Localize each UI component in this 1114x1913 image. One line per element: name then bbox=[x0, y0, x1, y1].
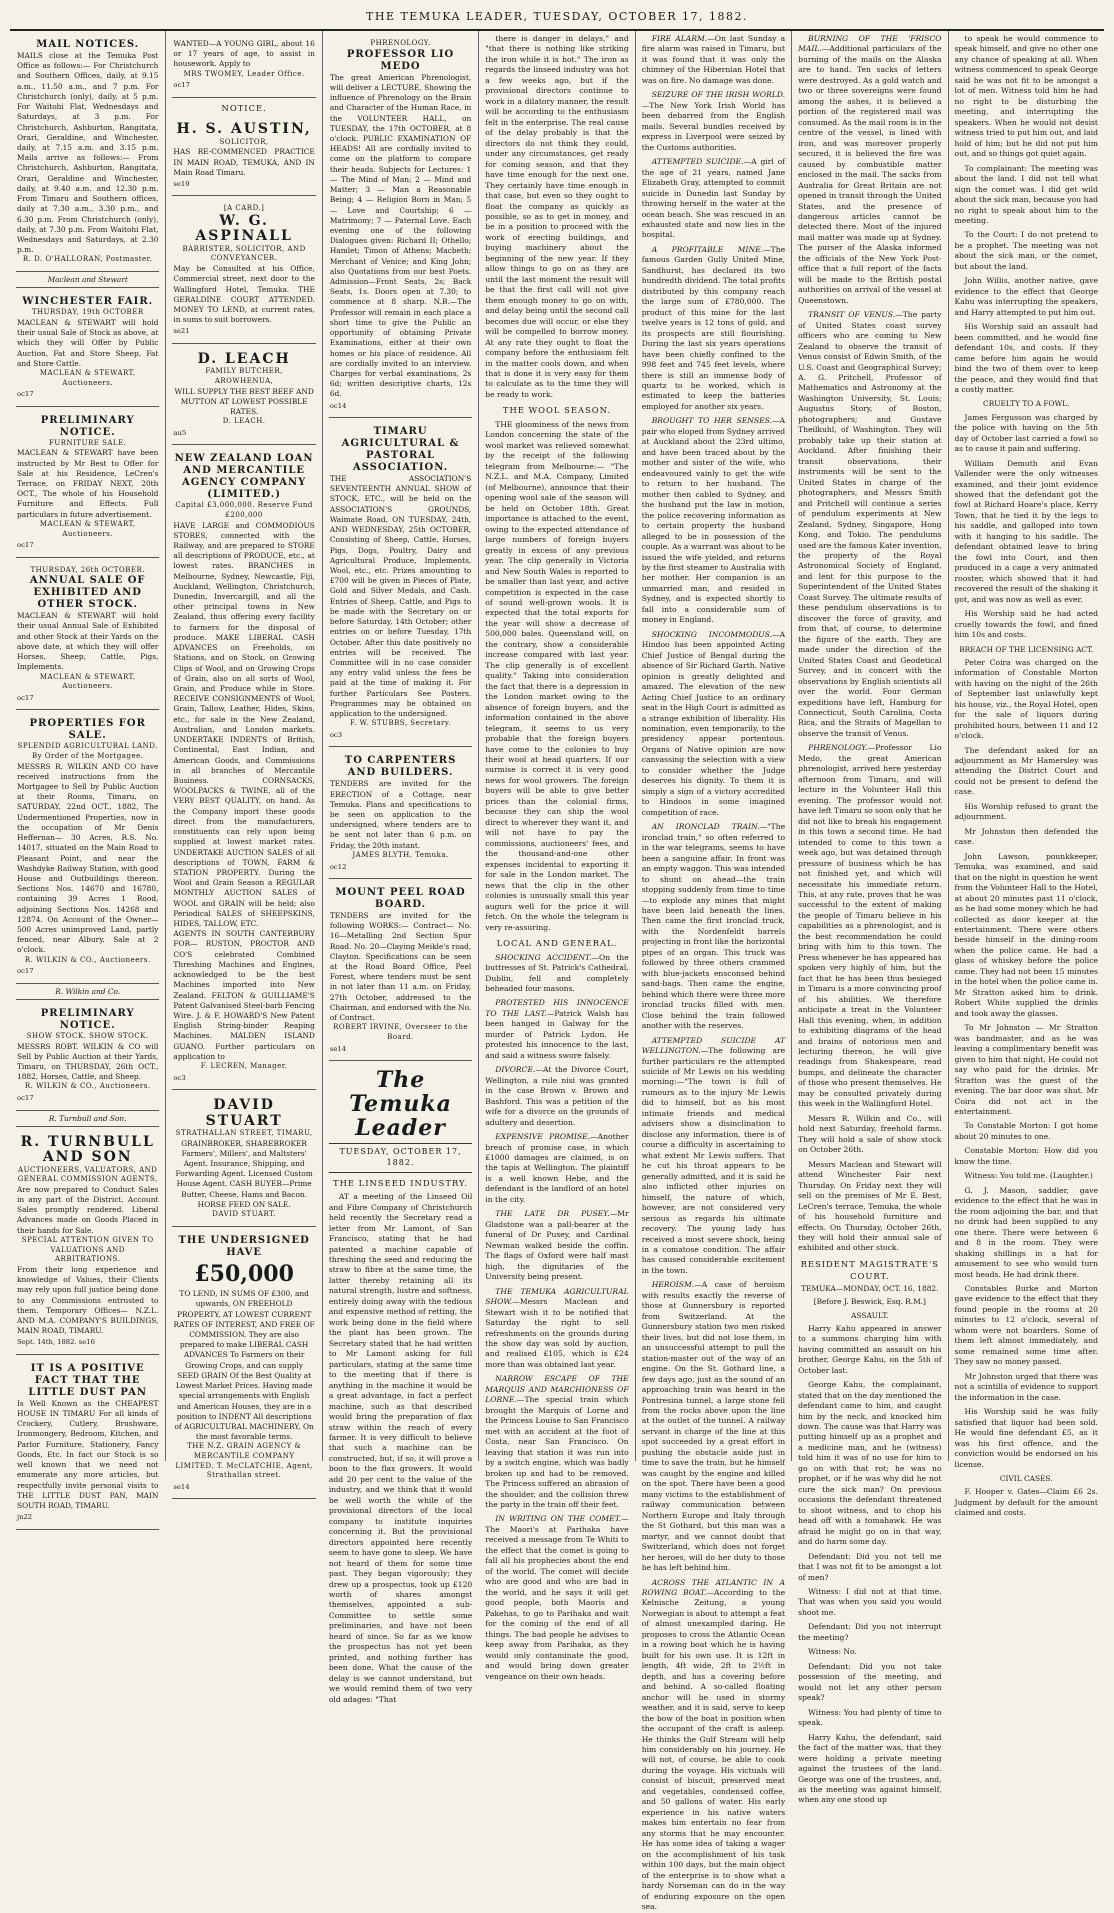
ad-tag: oc17 bbox=[173, 81, 190, 90]
news-item-text: —Professor Lio Medo, the great American phrenologist, arrived here yesterday afternoon from Timaru, and will lecture in the Volunteer Hall this evening. The professor would not have left Timaru so soon only that he did not like to break his engagement in this town a second time. He had intended to come to this town a week ago, but was detained through pressure of business which he has not finished yet, and which will necessitate his immediate return. This, at any rate, proves that he was successful to the extent of making the people of Timaru believe in his capabilities as a phrenologist, and is the best recommendation he could bring with him to this town. The Press whenever he has appeared has spoken very highly of him, but the fact that he has been thus besieged in Timaru is a more convincing proof of his abilities. We therefore anticipate a treat in the Volunteer Hall this evening, when, in addition to exhibiting diagrams of the head and brains of notorious men and lecturing thereon, he will give readings from Shakespeare, read bumps, and delineate the character of those who present themselves. He may be consulted privately during this week in the Wallingford Hotel. bbox=[798, 743, 942, 1109]
ad-heading: PRELIMINARY NOTICE. bbox=[40, 414, 135, 438]
ad-heading: PHRENOLOGY. bbox=[370, 39, 431, 47]
news-item bbox=[798, 1160, 941, 1254]
news-item-text: —The famous Garden Gully United Mine, Sandhurst, has declared its two hundredth dividend. The total profits distributed by this company reach the large sum of £780,000. The product of this mine for the last twelve years is 12 tons of gold, and its prospects are still flourishing. During the last six years operations have been chiefly confined to the 998 feet and 745 feet levels, where there is still an immense body of quartz to be worked, which is estimated to keep the batteries employed for another six years. bbox=[641, 244, 786, 411]
ad-signature: JAMES BLYTH, Temuka. bbox=[352, 850, 449, 859]
court-paragraph: Witness: No. bbox=[808, 1647, 857, 1657]
aspinall-barrister-ad bbox=[172, 199, 315, 343]
column-4 bbox=[479, 31, 635, 1681]
dust-pan-ad bbox=[16, 1358, 159, 1530]
case-heading: BREACH OF THE LICENSING ACT. bbox=[959, 644, 1094, 654]
ad-body: THE ASSOCIATION'S SEVENTEENTH ANNUAL SHOW of STOCK, ETC., will be held on the ASSOCIATION'S GROUNDS, Waimate Road, ON TUESDAY, 24th, AND WEDNESDAY, 25th OCTOBER, Consisting of Sheep, Cattle, Horses, Pigs, Dogs, Poultry, Dairy and Agricultural Produce, Implements, Wool, etc., etc. Prizes amounting to £700 will be given in Pieces of Plate, Gold and Silver Medals, and Cash. Entries of Sheep, Cattle, and Pigs to be made with the Secretary on or before Saturday, 14th October; other entries on or before Tuesday, 17th October. After this date positively no entries will be received. The Committee will in no case consider any entry valid unless the fees be paid at the time of making it. For further Particulars See Posters. Programmes may be obtained on application to the undersigned. bbox=[329, 474, 472, 719]
mail-notices-ad bbox=[16, 34, 159, 272]
ad-heading: ANNUAL SALE OF EXHIBITED AND OTHER STOCK. bbox=[29, 575, 146, 611]
news-item bbox=[485, 953, 628, 995]
ad-tag: oc17 bbox=[17, 390, 34, 399]
ad-tag: oc17 bbox=[17, 1094, 34, 1103]
turnbull-ad bbox=[16, 1130, 159, 1355]
court-paragraph: James Fergusson was charged by the police with having on the 5th day of October last carried a fowl so as to cause it pain and suffering. bbox=[954, 412, 1098, 454]
ad-signature: F. LECREN, Manager. bbox=[200, 1062, 288, 1071]
news-item-text: —According to the Kelnische Zeitung, a young Norwegian is about to attempt a feat of almost unexampled daring. He proposes to cross the Atlantic Ocean in a rowing boat which he is having built for his own use. It is 12ft in length, 4ft wide, 2ft to 2½ft in depth, and has a covering before and behind. A so-called floating anchor will be used in stormy weather, and it is said, serve to keep the bow of the boat in position when the occupant of the craft is asleep. He thinks the Gulf Stream will help him considerably on his journey. He will not, of course, be able to cook during the voyage. His victuals will consist of biscuit, preserved meat and vegetables, condensed coffee, and 50 gallons of water. His early experience in his native waters makes him entertain no fear from any storms that he may encounter. He has some idea of taking a wager on the accomplishment of his task within 100 days, but the main object of the enterprise is to show what a hardy Norseman can do in the way of enduring exposure on the open sea. bbox=[641, 1587, 786, 1912]
ad-intro: THE UNDERSIGNED HAVE bbox=[178, 1234, 310, 1258]
ad-body: MACLEAN & STEWART have been instructed by Mr Best to Offer for Sale at his Residence, LeCren's Terrace, on FRIDAY NEXT, 20th OCT., The whole of his Household Furniture and Effects. Full particulars in future advertisement. bbox=[17, 448, 159, 519]
column-5 bbox=[636, 31, 792, 1912]
grain-agency-ad bbox=[172, 1230, 315, 1500]
news-item-text: —Mr Gladstone was a pall-bearer at the funeral of Dr Pusey, and Cardinal Newman walked beside the coffin. The flags of Oxford were half mast high, the dignitaries of the University being present. bbox=[485, 1209, 629, 1282]
news-item bbox=[485, 1209, 628, 1282]
ad-signature: MRS TWOMEY, Leader Office. bbox=[183, 69, 305, 78]
news-item bbox=[798, 743, 941, 1109]
ad-signature: R. WILKIN & CO., Auctioneers. bbox=[24, 955, 151, 964]
ad-date: THURSDAY, 26th OCTOBER. bbox=[30, 565, 145, 574]
news-item-lead: PHRENOLOGY. bbox=[808, 743, 868, 753]
mount-peel-ad bbox=[329, 882, 472, 1061]
ad-heading: PROPERTIES FOR SALE. bbox=[29, 718, 146, 742]
column-3 bbox=[323, 31, 479, 1704]
ad-body: TENDERS are invited for the ERECTION of a Cottage, near Temuka. Plans and specifications to be seen on application to the undersigned, where tenders are to be sent not later than 6 p.m. on Friday, the 20th instant. bbox=[329, 779, 472, 850]
court-paragraph: To Constable Morton: I got home about 20 minutes to one. bbox=[954, 1121, 1098, 1141]
court-report bbox=[955, 413, 1098, 641]
case-heading: CRUELTY TO A FOWL. bbox=[983, 399, 1070, 409]
ad-heading: W. G. ASPINALL bbox=[195, 213, 293, 245]
news-item bbox=[485, 1065, 628, 1128]
agricultural-association-ad bbox=[329, 421, 472, 747]
court-paragraph: Witness: You had plenty of time to speak. bbox=[798, 1707, 942, 1728]
news-item-lead: EXPENSIVE PROMISE. bbox=[495, 1132, 591, 1142]
ad-heading: DAVID STUART bbox=[205, 1097, 283, 1129]
news-item-lead: FIRE ALARM. bbox=[651, 34, 708, 43]
court-paragraph: The defendant asked for an adjournment as Mr Hamersley was attending the District Court and could not be present to defend the case. bbox=[954, 745, 1098, 797]
newspaper-nameplate: The Temuka Leader bbox=[349, 1066, 452, 1142]
ad-body: HAS RE-COMMENCED PRACTICE IN MAIN ROAD, TEMUKA, AND IN Main Road Timaru. bbox=[173, 147, 315, 177]
news-item bbox=[798, 310, 941, 739]
case-heading: CIVIL CASES. bbox=[999, 1473, 1053, 1483]
ad-caption: Maclean and Stewart bbox=[16, 275, 159, 288]
court-paragraph: William Demuth and Evan Vallender were the only witnesses examined, and their joint evidence showed that the defendant got the fowl at Richard Hoare's place, Kerry Town, that he tied it by the legs to his saddle, and galloped into town with it hanging to his saddle. The defendant obtained leave to bring the fowl into Court, and then produced in a cage a very animated rooster, which showed that it had recovered the result of the shaking it got, and was now as well as ever. bbox=[954, 458, 1098, 604]
show-stock-ad bbox=[16, 1003, 159, 1111]
court-paragraph: To the Court: I do not pretend to be a prophet. The meeting was not about the sick man, or the comet, but about the land. bbox=[954, 230, 1098, 271]
news-item bbox=[485, 998, 628, 1061]
notice-heading: NOTICE. bbox=[221, 102, 267, 113]
news-item-text: —On last Sunday a fire alarm was raised in Timaru, but it was found that it was only the chimney of the Hibernian Hotel that was on fire. No damage was done. bbox=[641, 34, 786, 85]
ad-subheading: SHOW STOCK. SHOW STOCK. bbox=[26, 1031, 149, 1040]
news-item-lead: THE LATE DR PUSEY. bbox=[495, 1209, 610, 1219]
court-paragraph: G. J. Mason, saddler, gave evidence to the effect that he was in the room adjoining the bar, and that no drink had been supplied to any one there. There were between 6 and 8 in the room. They were shaking shillings in a hat for amusement to see who would turn most heads. He had drink there. bbox=[954, 1185, 1098, 1279]
ad-date: THURSDAY, 19th OCTOBER bbox=[31, 308, 144, 317]
news-item-lead: SHOCKING INCOMMODUS. bbox=[651, 629, 773, 639]
ad-signature: MACLEAN & STEWART, Auctioneers. bbox=[39, 672, 136, 691]
court-paragraph: Constables Burke and Morton gave evidence to the effect that they found people in the rooms at 20 minutes to 12 o'clock, several of whom were not boarders. Some of them left almost immediately, and some remained some time after. They saw no money passed. bbox=[954, 1284, 1098, 1367]
ad-body: WANTED—A YOUNG GIRL, about 16 or 17 years of age, to assist in housework. Apply to bbox=[173, 39, 315, 69]
news-item bbox=[798, 34, 941, 306]
ad-tag: oc12 bbox=[329, 862, 347, 871]
news-item bbox=[642, 34, 785, 86]
ad-heading: D. LEACH bbox=[197, 350, 291, 367]
news-item-text: Messrs R. Wilkin and Co., will hold next Saturday, freehold farms. They will hold a sale of show stock on October 26th. bbox=[798, 1113, 942, 1155]
news-item-text: —A girl of the age of 21 years, named Jane Elizabeth Gray, attempted to commit suicide in Dunedin last Sunday by throwing herself in the water at the ocean beach. She was rescued in an exhausted state and now lies in the hospital. bbox=[641, 157, 786, 240]
ad-tag: se19 bbox=[173, 179, 190, 188]
news-item-lead: TRANSIT OF VENUS. bbox=[808, 310, 896, 320]
ad-tag: oc17 bbox=[17, 967, 34, 976]
ad-signature: F. W. STUBBS, Secretary. bbox=[349, 719, 452, 728]
ad-body: MACLEAN & STEWART will hold their usual Sale of Stock as above, at which they will Offer by Public Auction, Fat and Store Sheep, Fat and Store Cattle. bbox=[17, 317, 159, 368]
news-item bbox=[485, 1514, 628, 1682]
carpenters-tender-ad bbox=[329, 750, 472, 879]
news-item bbox=[485, 1132, 628, 1205]
article-heading: THE WOOL SEASON. bbox=[502, 405, 612, 416]
news-item-text: —At the Divorce Court, Wellington, a rule nisi was granted in the case Brown v. Brown and Bashford. This was a petition of the wife for a divorce on the grounds of adultery and desertion. bbox=[485, 1065, 629, 1127]
ad-subheading: BARRISTER, SOLICITOR, AND CONVEYANCER. bbox=[182, 244, 306, 263]
column-2 bbox=[166, 31, 322, 1492]
court-paragraph: To Mr Johnston — Mr Stratton was bandmaster, and as he was leaving a complimentary benefit was given to him that night. He could not say who paid for the drinks. Mr Stratton was the guest of the evening. The bar door was shut. Mr Coira did not act in the entertainment. bbox=[954, 1023, 1098, 1116]
news-item-lead: ATTEMPTED SUICIDE AT WELLINGTON. bbox=[641, 1035, 786, 1056]
ad-body: MACLEAN & STEWART will hold their usual Annual Sale of Exhibited and other Stock at their Yards on the above date, at which they will offer Horses, Sheep, Cattle, Pigs, Implements. bbox=[17, 611, 159, 672]
ad-signature: ROBERT IRVINE, Overseer to the Board. bbox=[333, 1023, 469, 1041]
phrenology-ad bbox=[329, 34, 472, 418]
ad-heading: MAIL NOTICES. bbox=[36, 39, 140, 50]
news-item-lead: HEROISM. bbox=[651, 1280, 695, 1290]
leach-butcher-ad bbox=[172, 347, 315, 445]
ad-tag: oc14 bbox=[329, 401, 347, 410]
court-paragraph: His Worship refused to grant the adjournment. bbox=[954, 801, 1098, 822]
news-item-text: —On the buttresses of St. Patrick's Cathedral, Dublin, fell and completely beheaded four masons. bbox=[485, 952, 629, 993]
court-paragraph: His Worship said he had acted cruelly towards the fowl, and fined him 10s and costs. bbox=[954, 609, 1098, 640]
court-paragraph: Witness: I did not at that time. That was when you said you would shoot me. bbox=[798, 1587, 942, 1617]
court-paragraph: Witness: You told me. (Laughter.) bbox=[964, 1171, 1093, 1181]
news-item-lead: PROTESTED HIS INNOCENCE TO THE LAST. bbox=[485, 998, 629, 1018]
ad-caption: R. Turnbull and Son. bbox=[16, 1114, 159, 1127]
ad-body: The great American Phrenologist, will deliver a LECTURE, Showing the influence of Phrenology on the Brain and Character of the Human Race, in the VOLUNTEER HALL, on TUESDAY, the 17th OCTOBER, at 8 o'clock. PUBLIC EXAMINATION OF HEADS! All are cordially invited to come on the platform to compare their heads. Subjects for Lectures: 1 — The Mind of Man; 2 — Mind and Matter; 3 — Man a Reasonable Being; 4 — Religion Born in Man; 5 — Love and Courtship; 6 — Matrimony; 7 — Paternal Love. Each evening one of the following Dialogues given: Richard II; Othello; Hamlet; Timon of Athens; Macbeth; Merchant of Venice; and King John; also Quotations from our best Poets. Admission—Front Seats, 2s; Back Seats, 1s. Doors open at 7.30; to commence at 8 sharp. N.B.—The Professor will remain in each place a short time to give the Public an opportunity of obtaining Private Examinations, either at their own homes or his place of residence. All are cordially invited to an interview. Charges for verbal examinations, 2s 6d; written descriptive charts, 12s 6d. bbox=[329, 72, 472, 399]
properties-sale-ad bbox=[16, 713, 159, 984]
news-item-text: —The party of United States coast survey officers who are coming to New Zealand to observe the transit of Venus consist of Edwin Smith, of the U.S. Coast and Geographical Survey; A. G. Pritchell, Professor of Mathematics and Astronomy at the Washington University, St. Louis; Augustus Story, of Boston, photographers; and Gustave Theilkuhl, of Washington. They will probably take up their station at Auckland. After finishing their transit observations, their instruments will be sent to the United States in charge of the photographers, and Messrs Smith and Pritchell will continue a series of pendulum experiments at New Zealand, Sydney, Singapore, Hong Kong, and Tokio. The pendulums used are the famous Kater invention, the property of the Royal Astronomical Society of England, and lent for this purpose to the Superintendent of the United States Coast Survey. The ultimate results of these pendulum observations is to discover the force of gravity, and from that, of course, to determine the figure of the earth. They are made under the direction of the United States Coast and Geodetical Survey, and in concert with the observations by English scientists all over the world. Four German expeditions have left, Hamburg for Connecticut, South Carolina, Costa Rica, and the Straits of Magellan to observe the transit of Venus. bbox=[798, 310, 942, 738]
court-paragraph: Defendant: Did you not take possession of the meeting, and would not let any other person speak? bbox=[798, 1661, 942, 1703]
ad-body: MAILS close at the Temuka Post Office as follows:— For Christchurch and Southern Offices, daily, at 9.15 a.m., 11.50 a.m., and 7 p.m. For Christchurch (only), daily, at 5 p.m. For Waitohi Flat, Wednesdays and Saturdays, at 3 p.m. For Christchurch, Ashburton, Rangitata, Orari, Geraldine, and Winchester, daily, at 7.15 a.m. and 3.15 p.m. Mails arrive as follows:— From Christchurch, Ashburton, Rangitata, Orari, Geraldine and Winchester, daily, at 9.40 a.m. and 12.30 p.m. From Timaru and Southern offices, daily at 7.30 a.m., 3.30 p.m., and 6.30 p.m. From Christchurch (only), daily, at 7.30 p.m. From Waitohi Flat, Wednesdays and Saturdays, at 2.30 p.m. bbox=[17, 51, 159, 255]
news-item bbox=[798, 1114, 941, 1156]
court-heading: RESIDENT MAGISTRATE'S COURT. bbox=[800, 1258, 940, 1281]
ad-heading: TIMARU AGRICULTURAL & PASTORAL ASSOCIATION. bbox=[341, 426, 460, 474]
court-paragraph: Mr Johnston urged that there was not a scintilla of evidence to support the information in the case. bbox=[954, 1371, 1098, 1402]
case-heading: ASSAULT. bbox=[851, 1310, 889, 1320]
ad-heading: TO CARPENTERS AND BUILDERS. bbox=[344, 755, 457, 779]
ad-signature: MACLEAN & STEWART, Auctioneers. bbox=[39, 369, 136, 387]
news-item bbox=[642, 822, 785, 1031]
court-paragraph: Harry Kahu appeared in answer to a summons charging him with having committed an assault on his brother, George Kahu, on the 5th of October last. bbox=[798, 1323, 942, 1375]
local-general-heading: LOCAL AND GENERAL. bbox=[496, 937, 618, 948]
local-news-list bbox=[485, 953, 628, 1682]
news-item-text: —A Hindoo has been appointed Acting Chief Justice of Bengal during the absence of Sir Richard Garth. Native opinion is greatly delighted and amazed. The elevation of the new Acting Chief Justice to an ordinary seat in the High Court is admitted as a strange exhibition of liberality. His nomination, even temporarily, to the presidency appear portentous. Organs of Native opinion are now canvassing the selection with a view to consider whether the Judge deserves his dignity. To them it is simply a sign of a victory accredited to Hindoos in some imagined competition of race. bbox=[641, 629, 786, 817]
ad-signature: R. D. O'HALLORAN, Postmaster. bbox=[22, 255, 153, 264]
column-6 bbox=[792, 31, 948, 1805]
local-news-list bbox=[642, 34, 785, 1913]
court-before: [Before J. Beswick, Esq. R.M.] bbox=[813, 1297, 926, 1307]
court-paragraph: John Lawson, pounkkeeper, Temuka, was examined, and said that on the night in question he went from the Volunteer Hall to the Hotel, at about 20 minutes past 11 o'clock, as he had some money which he had collected as door keeper at the entertainment. There were others beside himself in the dining-room when the police came. He had a glass of whiskey before the police came. They had not been 15 minutes in the hotel when the police came in. Mr Stratton asked him to drink. Robert White supplied the drinks and took away the glasses. bbox=[954, 851, 1098, 1018]
news-item bbox=[642, 630, 785, 818]
court-paragraph: To complainant: The meeting was about the land. I did not tell what sign the comet was. I did get wild about the sick man, because you had no right to speak about him to the meeting. bbox=[954, 163, 1098, 225]
article-heading: THE LINSEED INDUSTRY. bbox=[333, 1177, 469, 1188]
court-paragraph: His Worship said an assault had been committed, and he would fine defendant 10s, and costs. If they came before him again he would bind the two of them over to keep the peace, and they would find that a costly matter. bbox=[954, 322, 1098, 394]
ad-tag: oc3 bbox=[173, 1073, 186, 1082]
ad-place: AROWHENUA, bbox=[214, 376, 274, 385]
court-report bbox=[955, 1487, 1098, 1518]
news-item-text: —The following are further particulars re the attempted suicide of Mr Lewis on his wedding morning:—"The town is full of rumours as to the injury Mr Lewis did to himself, but as his most intimate friends and medical advisers show a disinclination to disclose any information, there is of course a difficulty in ascertaining to what extent Mr Lewis suffers. That he cut his throat appears to be generally admitted, and it is said he also inflicted other injuries on himself, the nature of which, however, are not considered very serious as regards his ultimate recovery. The young lady has received a most severe shock, being in a comatose condition. The affair has caused considerable excitement in the town. bbox=[641, 1046, 786, 1275]
news-item-lead: SEIZURE OF THE IRISH WORLD. bbox=[651, 90, 786, 100]
news-item-text: —Another breach of promise case, in which £1000 damages are claimed, is on the tapis at Wellington. The plaintiff is a well known Hebe, and the defendant is the landlord of an hotel in the city. bbox=[485, 1132, 629, 1204]
ad-tag: se14 bbox=[329, 1044, 347, 1053]
news-item-lead: NARROW ESCAPE OF THE MARQUIS AND MARCHIONESS OF LORNE. bbox=[485, 1374, 629, 1405]
masthead: THE TEMUKA LEADER, TUESDAY, OCTOBER 17, 1882. bbox=[10, 8, 1104, 31]
ad-signature: DAVID STUART. bbox=[212, 1210, 276, 1219]
ad-subheading: FURNITURE SALE. bbox=[48, 438, 127, 447]
news-item bbox=[485, 1287, 628, 1371]
ad-card-label: [A CARD.] bbox=[223, 204, 265, 213]
ad-body: May be Consulted at his Office, Commercial street, next door to the Wallingford Hotel, Temuka. THE GERALDINE COURT ATTENDED. MONEY TO LEND, at current rates, in sums to suit borrowers. bbox=[173, 264, 315, 325]
article-paragraph: THE gloominess of the news from London concerning the state of the wool market was relieved somewhat by the receipt of the following telegram from Melbourne:— "The N.Z.L. and M.A. Company, Limited (of Melbourne), announce that their opening wool sale of the season will be held on October 18th. Great importance is attached to the event, owing to the expected attendance of large numbers of foreign buyers greatly in excess of any previous year. The clip generally in Victoria and New South Wales is reported to be smaller than last year, and active competition is expected in the case of sound well-grown wools. It is expected that the total exports for the year will show a decrease of 500,000 bales. Queensland will, on the contrary, show a considerable increase compared with last year. The clip generally is of excellent quality." Taking into consideration the fact that there is a depression in the London market owing to the absence of foreign buyers, and the information contained in the above telegram, it seems to us very probable that the foreign buyers have come to the colonies to buy their wool at head quarters. If our surmise is correct it is very good news for wool growers. The foreign buyers will be able to give better prices than the colonial firms, because they can ship the wool direct to wherever they want it, and will not have to pay the commissions, auctioneers' fees, and the thousand-and-one other expenses incidental to exporting it for sale in the London market. The news that the clip in the other colonies is unusually small this year augurs well for the price it will fetch. On the whole the telegram is very re-assuring. bbox=[485, 420, 629, 932]
ad-subheading: SPLENDID AGRICULTURAL LAND. bbox=[17, 742, 158, 751]
news-item-lead: THE TEMUKA AGRICULTURAL SHOW. bbox=[485, 1286, 629, 1307]
news-item-text: —Messrs Maclean and Stewart wish it to be notified that Saturday the right to sell refreshments on the grounds during the show day was sold by auction, and realised £105, which is £24 more than was obtained last year. bbox=[485, 1297, 629, 1369]
nz-loan-agency-ad bbox=[172, 448, 315, 1090]
news-item-text: —A case of heroism with results exactly the reverse of those at Gunnersbury is reported from Switzerland. At the Gunnersbury station two men risked their lives, but did not lose them, in an unsuccessful attempt to pull the station-master out of the way of an engine. On the St. Gothard line, a few days ago, just as the sound of an approaching train was heard in the Pontresina tunnel, a large stone fell from the rocks above upon the line at the outlet of the tunnel. A railway servant in charge of the line at this spot succeeded by a great effort in pushing the obstacle aside just in time to save the train, but he himself was caught by the engine and killed on the spot. There have been a good many victims to the establishment of railway communication between Northern Europe and Italy through the St Gothard, but this man was a martyr, and we cannot doubt that Switzerland, which does not forget her heroes, will do her duty to those he has left behind him. bbox=[641, 1280, 786, 1573]
furniture-sale-ad bbox=[16, 410, 159, 558]
news-item-lead: ACROSS THE ATLANTIC IN A ROWING BOAT. bbox=[641, 1577, 786, 1597]
ad-body: TENDERS are invited for the following WORKS:— Contract— No. 16—Metalling 2nd Section Spur Road. No. 20—Claying Meikle's road, Clayton. Specifications can be seen at the Road Board Office, Peel Forest, where tenders must be sent in not later than 11 a.m. on Friday, 27th October, addressed to the Chairman, and endorsed with the No. of Contract. bbox=[329, 910, 472, 1023]
ad-signature: THE N.Z. GRAIN AGENCY & MERCANTILE COMPANY LIMITED. T. McCLATCHIE, Agent, Strathallan street. bbox=[175, 1442, 313, 1480]
court-report bbox=[798, 1324, 941, 1806]
news-item-text: —The New York Irish World has been debarred from the English mails. Several bundles received by express in Liverpool were seized by the Customs authorities. bbox=[641, 100, 786, 152]
ad-body: Are now prepared to Conduct Sales in any part of the District. Account Sales promptly rendered. Liberal Advances made on Goods Placed in their hands for Sale. bbox=[17, 1184, 159, 1235]
news-item-lead: IN WRITING ON THE COMET. bbox=[495, 1514, 622, 1524]
ad-intro: By Order of the Mortgagee. bbox=[31, 751, 144, 760]
ad-body: WILL SUPPLY THE BEST BEEF AND MUTTON AT LOWEST POSSIBLE RATES. bbox=[174, 386, 314, 416]
court-paragraph: Peter Coira was charged on the information of Constable Morton with having on the night of the 26th of September last unlawfully kept his house, viz., the Royal Hotel, open for the sale of liquors during prohibited hours, between 11 and 12 o'clock. bbox=[954, 657, 1098, 741]
court-paragraph: His Worship said he was fully satisfied that liquor had been sold. He would fine defendant £5, as it was his first offence, and the conviction would be endorsed on his license. bbox=[954, 1407, 1098, 1469]
court-paragraph: to speak he would commence to speak himself, and give no other one any chance of speaking at all. When witness commenced to speak George said he was not fit to be amongst a lot of men. Witness told him he had no right to be disturbing the meeting, and interrupting the speakers. When he would not desist witness tried to put him out, and laid hold of him; but he did not put him out, and so things got quiet again. bbox=[954, 34, 1098, 159]
news-item bbox=[642, 90, 785, 153]
news-item-lead: A PROFITABLE MINE. bbox=[651, 244, 764, 254]
ad-heading: WINCHESTER FAIR. bbox=[22, 296, 154, 308]
news-item bbox=[642, 157, 785, 241]
dateline: TUESDAY, OCTOBER 17, 1882. bbox=[329, 1143, 472, 1173]
annual-sale-ad bbox=[16, 561, 159, 711]
news-item-lead: SHOCKING ACCIDENT. bbox=[495, 952, 592, 962]
court-report bbox=[955, 34, 1098, 395]
ad-body: MESSRS R. WILKIN AND CO have received instructions from the Mortgagee to Sell by Public Auction at their Rooms, Timaru, on SATURDAY, 22nd OCT., 1882, The Undermentioned Properties, now in the occupation of Mr Denis Heffernan— 30 Acres, R.S. No. 14017, situated on the Main Road to Pleasant Point, and near the Washdyke Railway Station, with good House and Outbuildings thereon. Sections Nos. 14670 and 16780, containing 39 Acres 1 Rood, adjoining Sections Nos. 14268 and 12874. On Account of the Owner— 500 Acres unimproved Land, partly fenced, near Albury. Sale at 2 o'clock. bbox=[17, 761, 159, 955]
ad-heading: R. TURNBULL AND SON bbox=[20, 1133, 155, 1166]
column-1 bbox=[10, 31, 166, 1522]
ad-subheading: PROFESSOR LIO MEDO bbox=[346, 48, 455, 72]
court-paragraph: Harry Kahu, the defendant, said the fact of the matter was, that they were holding a private meeting against the trustees of the land. George was one of the trustees, and, as the meeting was against himself, when any one stood up bbox=[798, 1732, 942, 1805]
ad-tag: se21 bbox=[173, 327, 190, 336]
ad-caption: R. Wilkin and Co. bbox=[16, 987, 159, 1000]
local-news-list bbox=[798, 34, 941, 1254]
austin-solicitor-ad bbox=[172, 117, 315, 196]
news-item-lead: ATTEMPTED SUICIDE. bbox=[651, 157, 744, 167]
david-stuart-ad bbox=[172, 1093, 315, 1227]
ad-heading: H. S. AUSTIN, bbox=[176, 121, 312, 138]
news-item-text: —The special train which brought the Marquis of Lorne and the Princess Louise to San Francisco met with an accident at the foot of Costa, near San Francisco. On leaving that station it was run into by a switch engine, which was badly broken up and had to be removed. The Princess suffered an abrasion of the shoulder, and the collision threw the party in the train off their feet. bbox=[485, 1395, 629, 1509]
ad-signature: D. LEACH. bbox=[222, 417, 266, 426]
court-date: TEMUKA—MONDAY, OCT. 16, 1882. bbox=[801, 1284, 939, 1294]
news-item bbox=[642, 245, 785, 413]
court-paragraph: Defendant: Did you not interrupt the meeting? bbox=[798, 1622, 942, 1642]
ad-subheading: SOLICITOR, bbox=[219, 137, 269, 146]
news-item bbox=[642, 416, 785, 625]
court-paragraph: F. Hooper v. Gates—Claim £6 2s. Judgment by default for the amount claimed and costs. bbox=[954, 1487, 1098, 1518]
wanted-girl-ad bbox=[172, 34, 315, 98]
ad-tag: au5 bbox=[173, 428, 187, 437]
ad-tag: se14 bbox=[173, 1483, 190, 1492]
ad-body: HAVE LARGE and COMMODIOUS STORES, connected with the Railway, and are prepared to STORE all descriptions of PRODUCE, etc., at lowest rates. BRANCHES in Melbourne, Sydney, Newcastle, Fiji, Auckland, Wellington, Christchurch, Dunedin, Invercargill, and all the other principal towns in New Zealand, thus offering every facility to farmers for the disposal of produce. MAKE LIBERAL CASH ADVANCES on Freeholds, on Stations, and on Stock, on Growing Clips of Wool, and on Growing Crops of Grain, also on all sorts of Wool, Grain, and Produce while in Store. RECEIVE CONSIGNMENTS of Wool, Grain, Tallow, Leather, Hides, Skins, etc., for sale in the New Zealand, Australian, and London markets. UNDERTAKE INDENTS of British, Continental, East Indian, and American Goods, and Commissions in all branches of Mercantile Business. CORNSACKS, WOOLPACKS & TWINE, all of the VERY BEST QUALITY, on hand. As the Company import these goods direct from the manufacturers, constituents can rely upon being supplied at lowest market rates. UNDERTAKE AUCTION SALES of all descriptions of TOWN, FARM & STATION PROPERTY. During the Wool and Grain Season a REGULAR MONTHLY AUCTION SALES of WOOL and GRAIN will be held; also Periodical SALES of SHEEPSKINS, HIDES, TALLOW, ETC. bbox=[173, 520, 315, 929]
court-paragraph: John Willis, another native, gave evidence to the effect that George Kahu was interrupting the speakers, and Harry attempted to put him out. bbox=[954, 276, 1098, 317]
ad-subheading: FAMILY BUTCHER, bbox=[205, 367, 283, 376]
ad-subheading: STRATHALLAN STREET, TIMARU, bbox=[175, 1128, 313, 1137]
ad-heading: MOUNT PEEL ROAD BOARD. bbox=[335, 886, 466, 910]
ad-capital: Capital £3,000,000. Reserve Fund £200,000 bbox=[175, 501, 313, 519]
news-item-lead: BURNING OF THE 'FRISCO MAIL. bbox=[798, 34, 942, 54]
news-item bbox=[642, 1280, 785, 1573]
ad-tag: oc3 bbox=[329, 730, 343, 739]
ad-subheading-2: SPECIAL ATTENTION GIVEN TO VALUATIONS AND ARBITRATIONS. bbox=[21, 1235, 154, 1264]
ad-tag: oc17 bbox=[17, 541, 34, 550]
ad-subheading: AUCTIONEERS, VALUATORS, AND GENERAL COMMISSION AGENTS, bbox=[17, 1165, 158, 1184]
court-paragraph: George Kahu, the complainant, stated that on the day mentioned the defendant came to him, and caught him by the neck, and knocked him down. The cause was that Harry was putting himself up as a prophet and a medicine man, and he (witness) told him it was of no use for him to go on with that rot; he was no prophet, or if he was why did he not cure the sick man? On previous occasions the defendant threatened to shoot witness, and to chop his head off with a tomahawk. He was afraid he might go on in that way, and do harm some day. bbox=[798, 1380, 942, 1547]
ad-heading: PRELIMINARY NOTICE. bbox=[40, 1007, 135, 1031]
court-paragraph: Constable Morton: How did you know the time. bbox=[954, 1146, 1098, 1166]
columns bbox=[10, 31, 1104, 1912]
ad-body: GRAINBROKER, SHAREBROKER Farmers', Millers', and Maltsters' Agent. Insurance, Shipping, and Forwarding Agent. Licensed Custom House Agent. CASH BUYER—Prime Butter, Cheese, Hams and Bacon. HORSE FEED ON SALE. bbox=[175, 1138, 313, 1209]
news-item-lead: DIVORCE. bbox=[495, 1065, 536, 1075]
ad-heading: NEW ZEALAND LOAN AND MERCANTILE AGENCY COMPANY (LIMITED.) bbox=[174, 453, 314, 501]
winchester-fair-ad bbox=[16, 291, 159, 406]
news-item-text: —A pair who eloped from Sydney arrived at Auckland about the 23rd ultimo, and have been traced about by the mother and sister of the wife, who endeavoured vainly to get the wife to return to her husband. The mother then cabled to Sydney, and the husband put the law in motion, the police recovering information as to certain property the husband alleged to be in possession of the couple. As a warrant was about to be issued the wife yielded, and returns by the first steamer to Australia with her mother. Her companion is an unmarried man, and resided in Sydney, and is expected shortly to fall into a considerable sum of money in England. bbox=[641, 416, 786, 625]
ad-tag: oc17 bbox=[17, 693, 34, 702]
column-7 bbox=[949, 31, 1104, 1518]
ad-signature: MACLEAN & STEWART, Auctioneers. bbox=[39, 519, 136, 538]
ad-agents: AGENTS IN SOUTH CANTERBURY FOR— RUSTON, PROCTOR AND CO'S celebrated Combined Threshing Machines and Engines, acknowledged to be the best Machines imported into New Zealand. FELTON & GUILLIAME'S Patent Galvanised Steel-barb Fencing Wire. J. & F. HOWARD'S New Patent English String-binder Reaping Machines. MALDEN ISLAND GUANO. Further particulars on application to bbox=[173, 929, 315, 1061]
ad-tag: Sept. 14th, 1882. se16 bbox=[17, 1338, 95, 1347]
news-item-text: —The Maori's at Parihaka have received a message from Te Whiti to the effect that the comet is going to fall all his prophecies about the end of the world. The comet will decide who are good and who are bad in the world, and he says it will get good people, both Maoris and Pakehas, to go to Parihaka and wait for the coming of the end of all things. The bad people he advises to keep away from Parihaka, as they would only contaminate the good, and would bring down greater vengeance on their own heads. bbox=[485, 1514, 629, 1681]
ad-tag: jn22 bbox=[17, 1513, 33, 1522]
article-paragraph: AT a meeting of the Linseed Oil and Fibre Company of Christchurch held recently the Secretary read a letter from Mr Lamont, of San Francisco, stating that he had patented a machine capable of threshing the seed and reducing the straw to fibre at the same time, the latter thereby retaining all its natural strength, lustre and softness, entirely doing away with the tedious and expensive method of retting, the work being done in the field where the plant has been grown. The Secretary stated that he had written to Mr Lamont asking for full particulars, stating at the same time to the meeting that if there is anything in the machine it would be a great advantage, in fact a perfect machine, such as that described would bring the preparation of flax straw within the reach of every farmer. It is very difficult to believe that such a machine can be constructed, but, if so, it will prove a boon to the flax growers. It would add 20 per cent to the value of the industry, and we think that it would be well worth the while of the provisional directors of the local company to institute inquiries concerning it. But the provisional directors appointed here recently seem to have gone to sleep. We have not heard of them for some time past. They began vigorously; they drew up a prospectus, took up £120 worth of shares amongst themselves, appointed a sub-Committee to settle some preliminaries, and have not been heard of since. So far as we know the prospectus has not yet been printed, and nothing further has been done. What the cause of the delay is we cannot understand, but we would remind them of two very old adages: "That bbox=[328, 1192, 473, 1704]
news-item-lead: BROUGHT TO HER SENSES. bbox=[651, 416, 773, 426]
ad-amount: £50,000 bbox=[194, 1260, 294, 1287]
news-item bbox=[642, 1036, 785, 1277]
news-item-text: —Additional particulars of the burning of the mails on the Alaska are to hand. Ten sacks of letters were destroyed. As a gold watch and two or three sovereigns were found among the ashes, it is believed a portion of the registered mail was consumed. As the mail room is in the centre of the vessel, is lined with iron, and was moreover properly secured, it is believed the fire was caused by combustible matter enclosed in the mail. The sacks from Australia for Great Britain are not opened in transit through the United States, and the presence of dangerous articles cannot be detected there. Most of the injured mail matter was made up at Sydney. The purser of the Alaska informed the officials of the New York Post-office that a full report of the facts will be made to the British postal authorities on arrival of the vessel at Queenstown. bbox=[798, 44, 942, 305]
ad-body: TO LEND, IN SUMS OF £300, and upwards, ON FREEHOLD PROPERTY, AT LOWEST CURRENT RATES OF INTEREST, AND FREE OF COMMISSION. They are also prepared to make LIBERAL CASH ADVANCES To Farmers on their Growing Crops, and can supply SEED GRAIN Of the Best Quality at Lowest Market Prices. Having made special arrangements with English and American Houses, they are in a position to INDENT All descriptions of AGRICULTURAL MACHINERY, On the most favorable terms. bbox=[173, 1289, 315, 1442]
ad-signature: R. WILKIN & CO., Auctioneers. bbox=[24, 1082, 151, 1091]
article-paragraph: there is danger in delays," and "that there is nothing like striking the iron while it is hot." The iron as regards the linseed industry was hot a few weeks ago, but if the provisional directors continue to work in a dilatory manner, the result will be according to the enthusiasm felt in the enterprise. The real cause of the delay probably is that the directors do not think they could, under any circumstances, get ready for coming season, and that they have time enough for the next one. They certainly have time enough in that case, but even so they ought to float the company as quickly as possible, so as to get in money, and be in a position to proceed with the work of erecting buildings, and buying machinery about the beginning of the new year. If they allow things to go on as they are until the last moment the result will be that the first call will not give them enough money to go on with, and delay being until the second call becomes due will occur, or else they will be compelled to borrow money. At any rate they ought to float the company before the enthusiasm felt in the matter cools down, and when that is done it is very easy for them to calculate as to the time they will be ready to work. bbox=[485, 34, 629, 399]
news-item-text: Messrs Maclean and Stewart will attend Winchester Fair next Thursday. On Friday next they will sell on the premises of Mr E. Best, LeCren's terrace, Temuka, the whole of his household furniture and effects. On Thursday, October 26th, they will hold their annual sale of exhibited and other stock. bbox=[798, 1159, 942, 1253]
news-item-lead: AN IRONCLAD TRAIN. bbox=[651, 822, 760, 832]
news-item-text: —"The ironclad train," so often referred to in the war telegrams, seems to have been a sanguine affair. In front was an empty waggon. This was intended to shunt on ahead—the train stopping suddenly from time to time—to explode any mines that might have been laid beneath the lines. Then came the first ironclad truck, with the Nordenfeldt barrels projecting in front like the horizontal pipes of an organ. This truck was followed by three others crammed with blue-jackets ensconsed behind sand-bags. Then came the engine, behind which there were three more ironclad trucks filled with men. Close behind the train followed another with the reserves. bbox=[641, 822, 786, 1031]
news-item bbox=[485, 1374, 628, 1510]
ad-heading: IT IS A POSITIVE FACT THAT THE LITTLE DUST PAN bbox=[28, 1362, 148, 1398]
ad-body: MESSRS ROBT. WILKIN & CO will Sell by Public Auction at their Yards, Timaru, on THURSDAY, 26th OCT., 1882, Horses, Cattle, and Sheep. bbox=[17, 1041, 159, 1082]
court-report bbox=[955, 658, 1098, 1470]
court-paragraph: Mr Johnston then defended the case. bbox=[954, 826, 1098, 847]
ad-body-2: From their long experience and knowledge of Values, their Clients may rely upon full justice being done to any Commissions entrusted to them. Temporary Offices— N.Z.L. AND M.A. COMPANY'S BUILDINGS, MAIN ROAD, TIMARU. bbox=[17, 1264, 159, 1336]
court-paragraph: Defendant: Did you not tell me that I was not fit to be amongst a lot of men? bbox=[798, 1551, 942, 1582]
ad-body: Is Well Known as the CHEAPEST HOUSE IN TIMARU For all kinds of Crockery, Cutlery, Brushware, Ironmongery, Bedroom, Kitchen, and Parlor Furniture, Stationery, Fancy Goods, Etc. In fact our Stock is so well known that we need not enumerate any more articles, but respectfully invite personal visits to THE LITTLE DUST PAN, MAIN SOUTH ROAD, TIMARU. bbox=[17, 1398, 159, 1510]
news-item bbox=[642, 1578, 785, 1913]
news-item-text: —Patrick Walsh has been hanged in Galway for the murder of Patrick Lydon. He protested his innocence to the last, and said a witness swore falsely. bbox=[485, 1008, 629, 1060]
